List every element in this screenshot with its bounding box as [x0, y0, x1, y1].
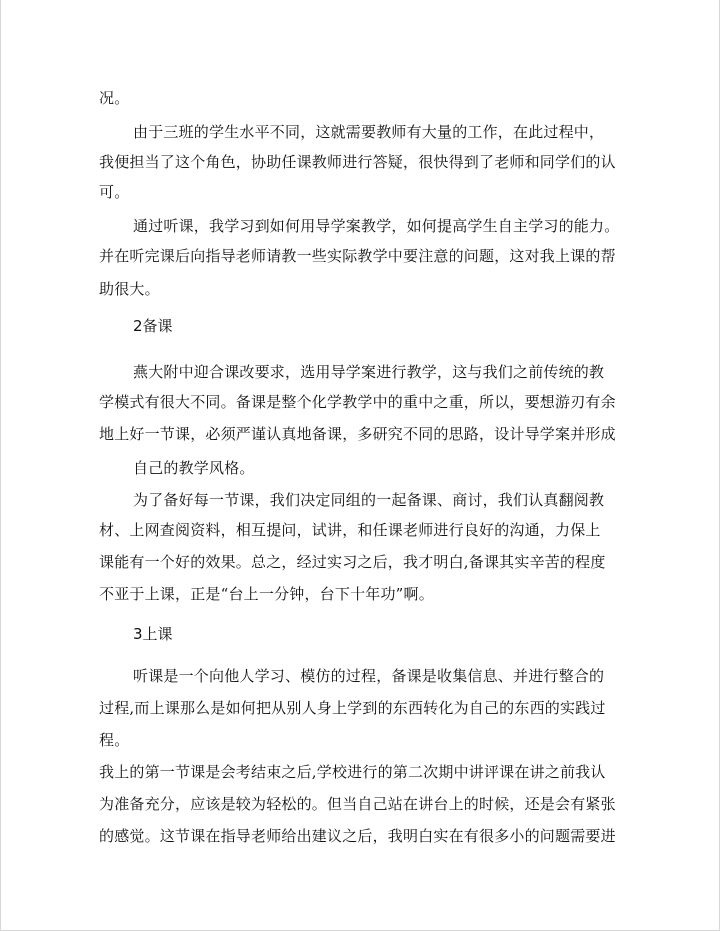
text-line: 助很大。 [99, 280, 160, 298]
text-line: 为准备充分，应该是较为轻松的。但当自己站在讲台上的时候，还是会有紧张 [99, 795, 616, 813]
section-heading [133, 316, 173, 336]
section-title: 备课 [142, 317, 173, 335]
text-line: 材、上网查阅资料，相互提问，试讲，和任课老师进行良好的沟通，力保上 [99, 521, 601, 539]
text-line: 为了备好每一节课，我们决定同组的一起备课、商讨，我们认真翻阅教 [133, 491, 605, 509]
text-line: 地上好一节课，必须严谨认真地备课，多研究不同的思路，设计导学案并形成 [99, 425, 616, 443]
section-number: 2 [133, 317, 143, 335]
text-line: 通过听课，我学习到如何用导学案教学，如何提高学生自主学习的能力。 [133, 217, 620, 235]
text-line: 由于三班的学生水平不同，这就需要教师有大量的工作，在此过程中， [133, 123, 605, 141]
text-line: 可。 [99, 183, 130, 201]
text-line: 自己的教学风格。 [133, 459, 255, 477]
text-line: 并在听完课后向指导老师请教一些实际教学中要注意的问题，这对我上课的帮 [99, 247, 616, 265]
text-line: 课能有一个好的效果。总之，经过实习之后，我才明白,备课其实辛苦的程度 [99, 553, 606, 571]
text-line: 不亚于上课，正是“台上一分钟，台下十年功”啊。 [99, 585, 434, 603]
text-line: 我便担当了这个角色，协助任课教师进行答疑，很快得到了老师和同学们的认 [99, 153, 616, 171]
text-line: 况。 [99, 89, 130, 107]
text-line: 听课是一个向他人学习、模仿的过程，备课是收集信息、并进行整合的 [133, 667, 605, 685]
section-title: 上课 [142, 625, 173, 643]
text-line: 程。 [99, 731, 130, 749]
section-number: 3 [133, 625, 143, 643]
text-line: 燕大附中迎合课改要求，选用导学案进行教学，这与我们之前传统的教 [133, 363, 605, 381]
text-line: 我上的第一节课是会考结束之后,学校进行的第二次期中讲评课在讲之前我认 [99, 763, 606, 781]
section-heading [133, 624, 173, 644]
text-line: 过程,而上课那么是如何把从别人身上学到的东西转化为自己的东西的实践过 [99, 699, 606, 717]
text-line: 的感觉。这节课在指导老师给出建议之后，我明白实在有很多小的问题需要进 [99, 827, 616, 845]
text-line: 学模式有很大不同。备课是整个化学教学中的重中之重，所以，要想游刃有余 [99, 393, 616, 411]
